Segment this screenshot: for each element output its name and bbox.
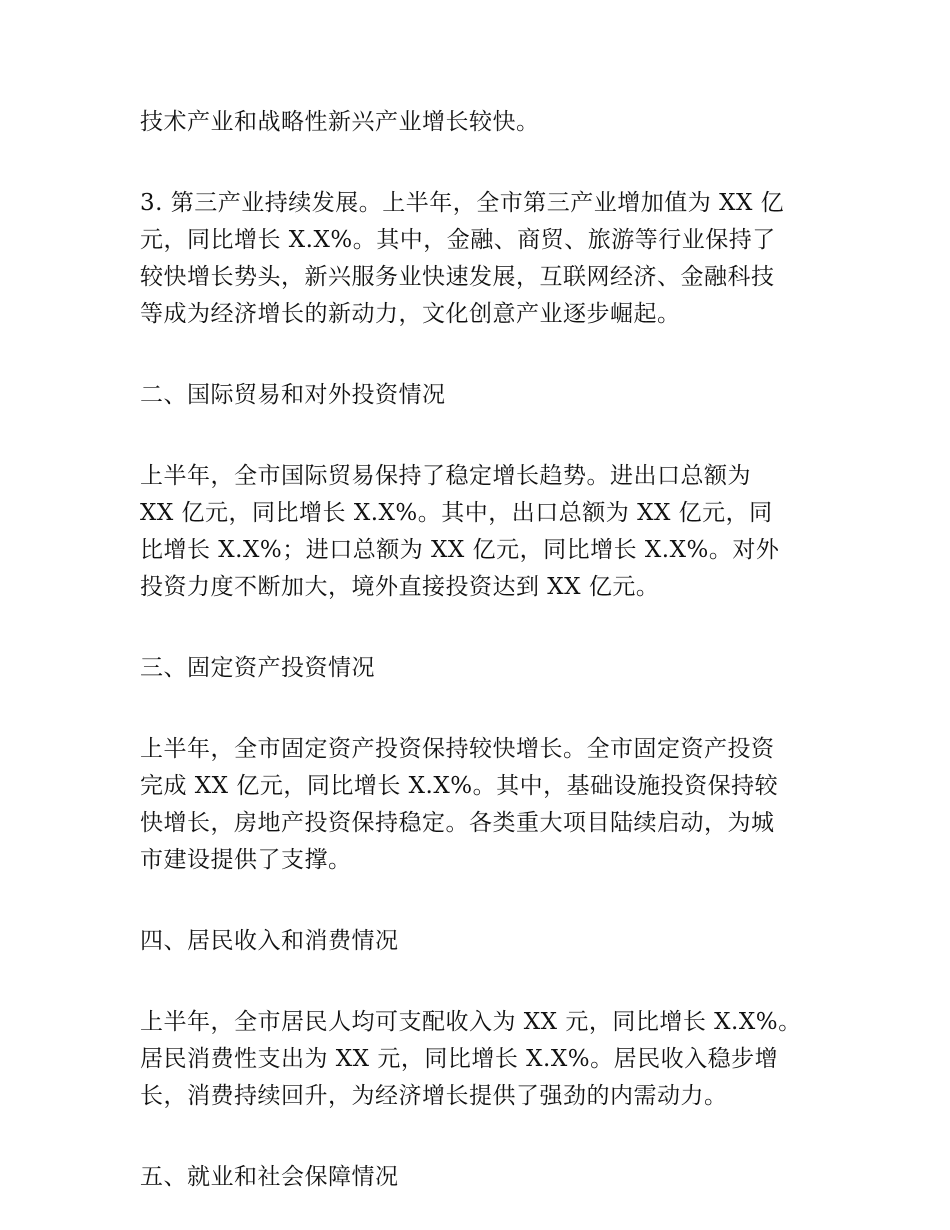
paragraph-continuation	[140, 104, 840, 141]
paragraph-spacer	[140, 687, 840, 731]
paragraph-spacer	[140, 1115, 840, 1159]
paragraph-international-trade	[140, 458, 840, 606]
paragraph-line: 等成为经济增长的新动力，文化创意产业逐步崛起。	[140, 301, 681, 327]
heading-international-trade	[140, 377, 840, 414]
paragraph-line: 较快增长势头，新兴服务业快速发展，互联网经济、金融科技	[140, 264, 775, 290]
heading-text: 二、国际贸易和对外投资情况	[140, 382, 446, 408]
paragraph-tertiary-industry	[140, 185, 840, 333]
heading-employment-social-security	[140, 1159, 840, 1196]
heading-text: 五、就业和社会保障情况	[140, 1164, 399, 1190]
paragraph-spacer	[140, 606, 840, 650]
paragraph-line: 比增长 X.X%；进口总额为 XX 亿元，同比增长 X.X%。对外	[140, 537, 780, 563]
paragraph-line: 居民消费性支出为 XX 元，同比增长 X.X%。居民收入稳步增	[140, 1046, 779, 1072]
heading-text: 三、固定资产投资情况	[140, 655, 375, 681]
paragraph-spacer	[140, 414, 840, 458]
paragraph-spacer	[140, 141, 840, 185]
paragraph-line: 技术产业和战略性新兴产业增长较快。	[140, 109, 540, 135]
paragraph-line: 快增长，房地产投资保持稳定。各类重大项目陆续启动，为城	[140, 810, 775, 836]
paragraph-line: 市建设提供了支撑。	[140, 847, 352, 873]
paragraph-line: XX 亿元，同比增长 X.X%。其中，出口总额为 XX 亿元，同	[140, 500, 773, 526]
heading-fixed-asset-investment	[140, 650, 840, 687]
document-body	[140, 104, 840, 1196]
paragraph-line: 元，同比增长 X.X%。其中，金融、商贸、旅游等行业保持了	[140, 227, 776, 253]
heading-income-consumption	[140, 923, 840, 960]
paragraph-line: 上半年，全市居民人均可支配收入为 XX 元，同比增长 X.X%。	[140, 1009, 802, 1035]
paragraph-line: 投资力度不断加大，境外直接投资达到 XX 亿元。	[140, 574, 660, 600]
paragraph-income-consumption	[140, 1004, 840, 1115]
heading-text: 四、居民收入和消费情况	[140, 928, 399, 954]
paragraph-line: 上半年，全市国际贸易保持了稳定增长趋势。进出口总额为	[140, 463, 751, 489]
paragraph-line: 完成 XX 亿元，同比增长 X.X%。其中，基础设施投资保持较	[140, 773, 779, 799]
paragraph-line: 长，消费持续回升，为经济增长提供了强劲的内需动力。	[140, 1083, 728, 1109]
paragraph-spacer	[140, 333, 840, 377]
paragraph-line: 上半年，全市固定资产投资保持较快增长。全市固定资产投资	[140, 736, 775, 762]
paragraph-line: 3. 第三产业持续发展。上半年，全市第三产业增加值为 XX 亿	[140, 190, 785, 216]
paragraph-spacer	[140, 879, 840, 923]
paragraph-fixed-asset-investment	[140, 731, 840, 879]
paragraph-spacer	[140, 960, 840, 1004]
